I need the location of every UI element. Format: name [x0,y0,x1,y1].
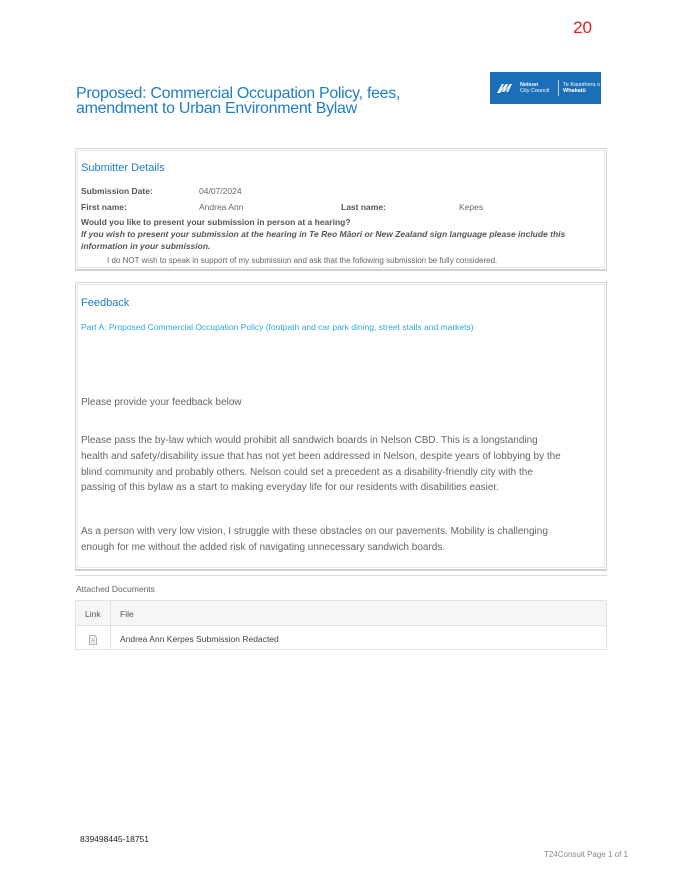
hearing-note: If you wish to present your submission at the hearing in Te Reo Māori or New Zealand sign language please include this information in your submission. [81,229,566,251]
submitter-details-panel [75,148,607,271]
feedback-paragraph-2: As a person with very low vision, I struggle with these obstacles on our pavements. Mobility is challenging enough for me without the added risk of navigating unnecessary sandwich boards. [81,526,548,553]
first-name-value: Andrea Ann [199,202,244,212]
submitter-section-title: Submitter Details [81,162,165,174]
feedback-section-title: Feedback [81,297,130,309]
nelson-logo-mark-icon [496,81,516,95]
footer-page-info: T24Consult Page 1 of 1 [543,850,628,859]
submission-date-label: Submission Date: [81,186,153,196]
logo-english-name [520,82,554,94]
submission-date-value: 04/07/2024 [199,186,242,196]
logo-name-line2: City Council [520,88,550,94]
logo-maori-name [563,82,600,94]
hearing-answer: I do NOT wish to speak in support of my submission and ask that the following submission be fully considered. [107,256,498,265]
hearing-question: Would you like to present your submission in person at a hearing? [81,217,351,227]
page-title: Proposed: Commercial Occupation Policy, fees, amendment to Urban Environment Bylaw [76,85,401,117]
logo-maori-line1: Te Kaunihera o [563,82,600,88]
last-name-label: Last name: [341,202,386,212]
part-a-heading: Part A: Proposed Commercial Occupation Policy (footpath and car park dining, street stalls and markets) [81,322,474,332]
attachments-table [75,600,607,650]
logo-maori-line2: Whakatū [563,88,586,94]
feedback-prompt: Please provide your feedback below [81,397,242,408]
attachments-label: Attached Documents [76,584,155,594]
footer-document-id: 839498445-18751 [80,834,150,844]
last-name-value: Kepes [459,202,484,212]
column-header-link: Link [85,609,101,619]
attachment-file-link[interactable]: Andrea Ann Kerpes Submission Redacted [120,634,279,644]
document-icon[interactable] [89,632,97,642]
page-number: 20 [573,18,592,37]
column-header-file: File [120,609,134,619]
feedback-panel [75,282,607,571]
logo-divider [558,80,559,96]
logo-name-line1: Nelson [520,82,539,88]
attachments-divider [75,575,607,576]
council-logo [490,72,601,104]
feedback-paragraph-1: Please pass the by-law which would prohibit all sandwich boards in Nelson CBD. This is a longstanding health and safety/disability issue that has not yet been addressed in Nelson, despite years of lobbying by the blind community and probably others. Nelson could set a precedent as a disability-friendly city with the passing of this bylaw as a start to making everyday life for our residents with disabilities easier. [81,435,561,494]
first-name-label: First name: [81,202,127,212]
attachments-table-header [76,601,606,626]
